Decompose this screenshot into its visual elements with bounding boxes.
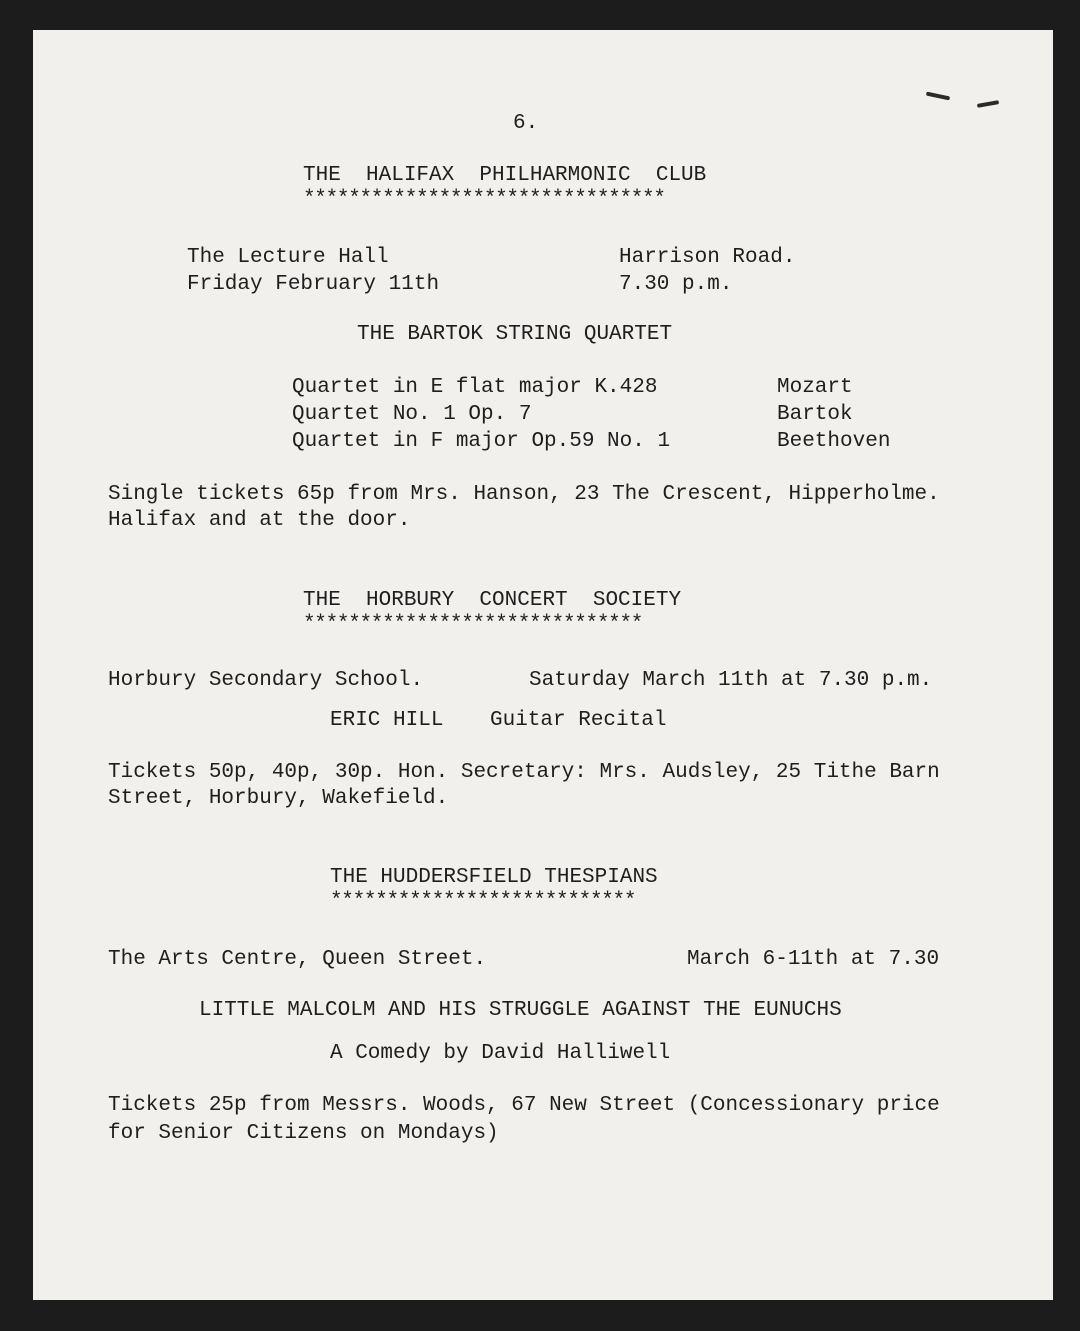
programme-composer: Beethoven (777, 430, 891, 453)
event-type: Guitar Recital (490, 709, 667, 732)
programme-work: Quartet in F major Op.59 No. 1 (292, 430, 671, 453)
event-date: Friday February 11th (187, 273, 440, 296)
play-title: LITTLE MALCOLM AND HIS STRUGGLE AGAINST THE EUNUCHS (199, 999, 842, 1022)
staple-mark (926, 92, 950, 101)
event-dates: March 6-11th at 7.30 (687, 948, 940, 971)
event-date-time: Saturday March 11th at 7.30 p.m. (529, 669, 933, 692)
section-title: THE HUDDERSFIELD THESPIANS (330, 866, 658, 889)
section-rule: ****************************** (303, 613, 643, 636)
performer-name: ERIC HILL (330, 709, 444, 732)
programme-work: Quartet No. 1 Op. 7 (292, 403, 532, 426)
venue-address: Harrison Road. (619, 246, 796, 269)
programme-work: Quartet in E flat major K.428 (292, 376, 658, 399)
venue-name: The Lecture Hall (187, 246, 389, 269)
programme-composer: Mozart (777, 376, 853, 399)
event-time: 7.30 p.m. (619, 273, 733, 296)
programme-composer: Bartok (777, 403, 853, 426)
tickets-info: Single tickets 65p from Mrs. Hanson, 23 The Crescent, Hipperholme. (108, 483, 940, 506)
tickets-info: Tickets 50p, 40p, 30p. Hon. Secretary: Mrs. Audsley, 25 Tithe Barn (108, 761, 940, 784)
staple-mark (977, 100, 999, 108)
section-rule: ******************************** (303, 188, 665, 211)
tickets-info: Halifax and at the door. (108, 509, 411, 532)
document-page (33, 30, 1053, 1300)
venue-name: Horbury Secondary School. (108, 669, 424, 692)
tickets-info: Street, Horbury, Wakefield. (108, 787, 449, 810)
section-title: THE HALIFAX PHILHARMONIC CLUB (303, 164, 707, 187)
venue-name: The Arts Centre, Queen Street. (108, 948, 487, 971)
tickets-info: for Senior Citizens on Mondays) (108, 1122, 499, 1145)
tickets-info: Tickets 25p from Messrs. Woods, 67 New Street (Concessionary price (108, 1094, 940, 1117)
play-author: A Comedy by David Halliwell (330, 1042, 671, 1065)
section-title: THE HORBURY CONCERT SOCIETY (303, 589, 682, 612)
performer-title: THE BARTOK STRING QUARTET (357, 323, 673, 346)
page-number: 6. (513, 112, 539, 135)
section-rule: *************************** (330, 890, 636, 913)
